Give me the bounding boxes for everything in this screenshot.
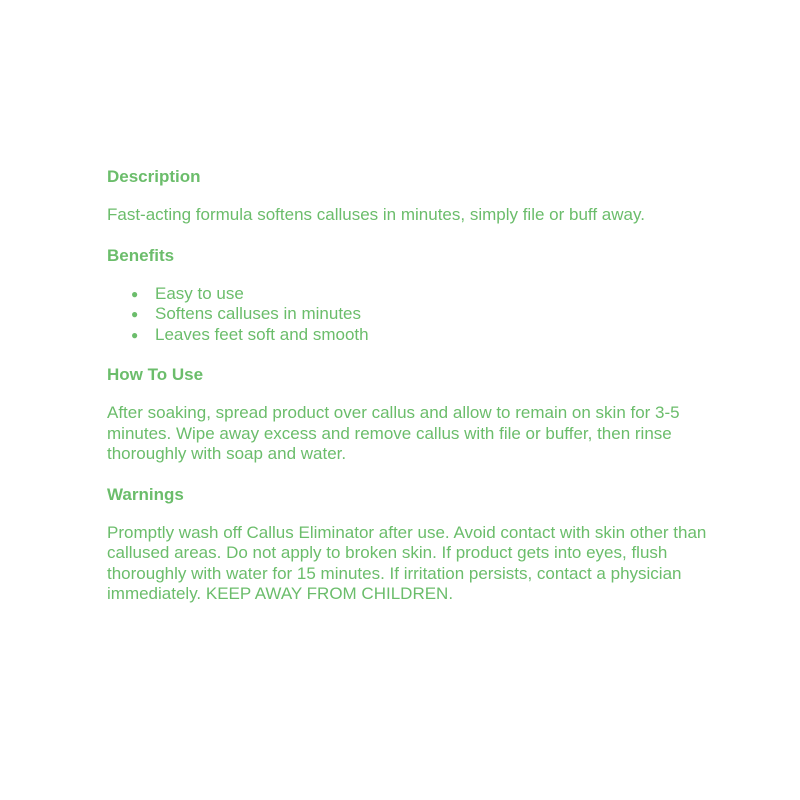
- spacer: [107, 386, 727, 403]
- benefit-item-text: Leaves feet soft and smooth: [155, 324, 369, 344]
- benefit-item: [131, 283, 727, 305]
- warnings-text: Promptly wash off Callus Eliminator after use. Avoid contact with skin other than callused areas. Do not apply to broken skin. If product gets into eyes, flush thoroughly with water for 15 minutes. If irritation persists, contact a physician immediately. KEEP AWAY FROM CHILDREN.: [107, 522, 707, 603]
- how-to-use-text: After soaking, spread product over callus and allow to remain on skin for 3-5 minutes. Wipe away excess and remove callus with file or buffer, then rinse thoroughly with soap and water.: [107, 403, 680, 463]
- benefit-item-text: Easy to use: [155, 283, 244, 303]
- description-heading: Description: [107, 167, 201, 186]
- spacer: [107, 345, 727, 364]
- how-to-use-heading: How To Use: [107, 365, 204, 384]
- benefit-item-text: Softens calluses in minutes: [155, 304, 361, 323]
- spacer: [107, 226, 727, 245]
- product-info-content: [107, 166, 727, 605]
- spacer: [107, 465, 727, 484]
- bullet-icon: ●: [131, 327, 139, 342]
- description-text: Fast-acting formula softens calluses in minutes, simply file or buff away.: [107, 205, 645, 224]
- benefit-item: [131, 304, 727, 325]
- spacer: [107, 506, 727, 523]
- spacer: [107, 267, 727, 284]
- benefits-heading: Benefits: [107, 245, 175, 265]
- benefits-list: [107, 284, 727, 346]
- warnings-heading: Warnings: [107, 484, 184, 504]
- bullet-icon: ●: [131, 307, 139, 321]
- benefit-item: [131, 324, 727, 346]
- bullet-icon: ●: [131, 286, 139, 301]
- spacer: [107, 188, 727, 205]
